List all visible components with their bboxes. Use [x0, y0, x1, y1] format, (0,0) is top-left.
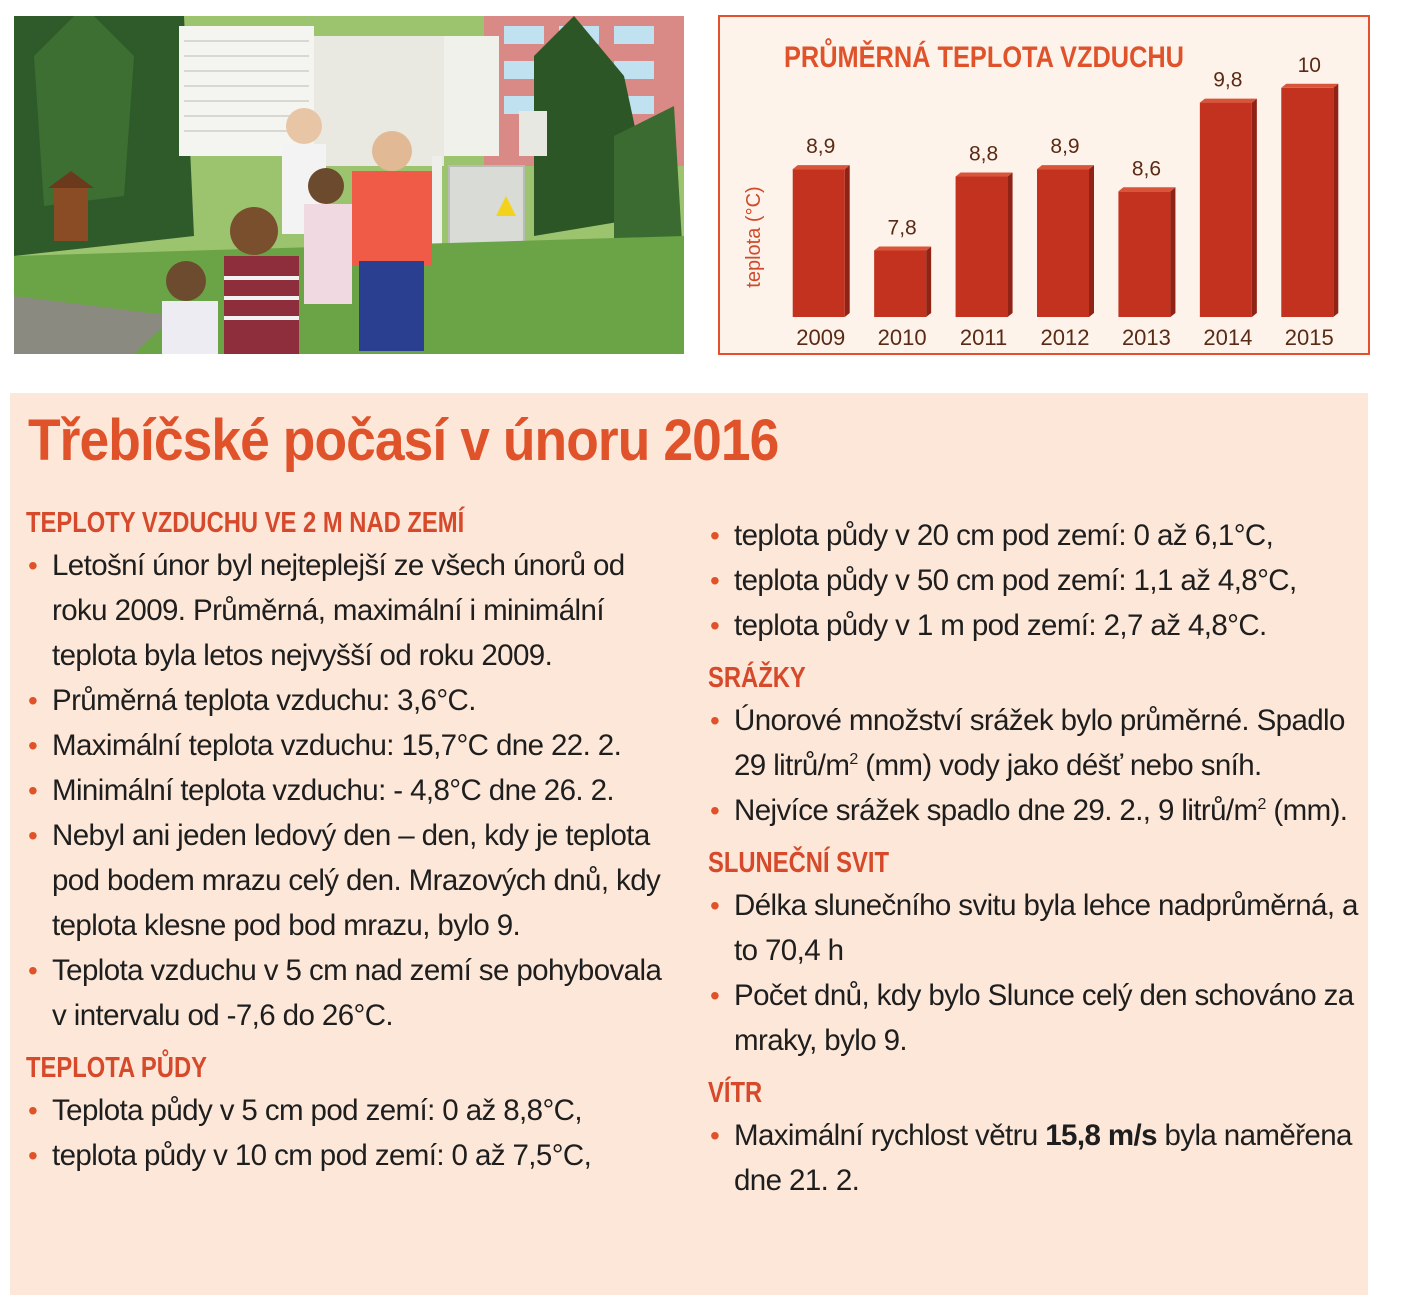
precipitation-list	[708, 698, 1358, 833]
x-tick-label-2009: 2009	[796, 325, 846, 350]
article-right-column	[708, 513, 1358, 1203]
data-label-2010: 7,8	[887, 216, 917, 240]
bullet-icon: •	[28, 730, 38, 761]
article-title: Třebíčské počasí v únoru 2016	[28, 408, 779, 473]
air-temperature-list	[26, 543, 676, 1038]
list-item: • Maximální teplota vzduchu: 15,7°C dne 22. 2.	[26, 723, 676, 768]
bar-chart	[718, 15, 1370, 355]
bullet-icon: •	[710, 1120, 720, 1151]
bar-side	[1089, 165, 1094, 317]
bar-2010	[874, 250, 926, 317]
bullet-icon: •	[28, 685, 38, 716]
section-heading-precipitation: SRÁŽKY	[708, 662, 806, 694]
bar-top	[1037, 165, 1094, 169]
data-label-2009: 8,9	[806, 135, 836, 159]
list-item: • Počet dnů, kdy bylo Slunce celý den schováno za mraky, bylo 9.	[708, 973, 1358, 1063]
bar-2014	[1200, 103, 1252, 317]
data-label-2011: 8,8	[968, 142, 999, 166]
bar-top	[1118, 187, 1175, 191]
x-tick-label-2013: 2013	[1121, 325, 1171, 350]
bar-2009	[793, 169, 845, 317]
chart-y-axis-label: teplota (°C)	[743, 186, 765, 288]
x-tick-label-2010: 2010	[877, 325, 927, 350]
bar-side	[1333, 84, 1338, 317]
bullet-icon: •	[710, 890, 720, 921]
section-heading-wind: VÍTR	[708, 1077, 763, 1109]
bullet-icon: •	[28, 1095, 38, 1126]
list-item: • Nejvíce srážek spadlo dne 29. 2., 9 litrů/$m^2$ (mm).	[708, 788, 1358, 833]
bar-top	[793, 165, 850, 169]
bar-side	[1008, 173, 1013, 317]
list-item: • teplota půdy v 50 cm pod zemí: 1,1 až 4,8°C,	[708, 558, 1358, 603]
data-label-2013: 8,6	[1131, 157, 1162, 181]
sunshine-list	[708, 883, 1358, 1063]
section-heading-soil-temperature: TEPLOTA PŮDY	[26, 1052, 208, 1084]
list-item: • teplota půdy v 1 m pod zemí: 2,7 až 4,8°C.	[708, 603, 1358, 648]
bullet-icon: •	[710, 795, 720, 826]
section-heading-air-temperature: TEPLOTY VZDUCHU VE 2 M NAD ZEMÍ	[26, 507, 465, 539]
chart-title: PRŮMĚRNÁ TEPLOTA VZDUCHU	[784, 41, 1258, 74]
x-tick-label-2015: 2015	[1284, 325, 1334, 350]
bar-2013	[1118, 191, 1170, 317]
bar-2012	[1037, 169, 1089, 317]
bar-side	[845, 165, 850, 317]
list-item: • Únorové množství srážek bylo průměrné. Spadlo 29 litrů/$m^2$ (mm) vody jako déšť nebo sníh.	[708, 698, 1358, 788]
bullet-icon: •	[710, 705, 720, 736]
list-item: • teplota půdy v 10 cm pod zemí: 0 až 7,5°C,	[26, 1133, 676, 1178]
list-item: • Letošní únor byl nejteplejší ze všech únorů od roku 2009. Průměrná, maximální i minimální teplota byla letos nejvyšší od roku 2009.	[26, 543, 676, 678]
list-item: • Teplota půdy v 5 cm pod zemí: 0 až 8,8°C,	[26, 1088, 676, 1133]
list-item: • Průměrná teplota vzduchu: 3,6°C.	[26, 678, 676, 723]
bullet-icon: •	[28, 1140, 38, 1171]
bar-2011	[956, 177, 1008, 317]
data-label-2015: 10	[1297, 53, 1321, 77]
bullet-icon: •	[28, 550, 38, 581]
list-item: • Nebyl ani jeden ledový den – den, kdy je teplota pod bodem mrazu celý den. Mrazových dnů, kdy teplota klesne pod bod mrazu, bylo 9.	[26, 813, 676, 948]
bullet-icon: •	[28, 955, 38, 986]
list-item: • teplota půdy v 20 cm pod zemí: 0 až 6,1°C,	[708, 513, 1358, 558]
weather-station-photo	[14, 16, 684, 354]
list-item: • Maximální rychlost větru 15,8 m/s byla naměřena dne 21. 2.	[708, 1113, 1358, 1203]
bar-top	[1200, 99, 1257, 103]
list-item: • Minimální teplota vzduchu: - 4,8°C dne 26. 2.	[26, 768, 676, 813]
list-item: • Teplota vzduchu v 5 cm nad zemí se pohybovala v intervalu od -7,6 do 26°C.	[26, 948, 676, 1038]
bar-top	[1281, 84, 1338, 88]
soil-temperature-list	[26, 1088, 676, 1178]
wind-list	[708, 1113, 1358, 1203]
article-left-column	[26, 503, 676, 1178]
bullet-icon: •	[28, 820, 38, 851]
bar-side	[1252, 99, 1257, 317]
x-tick-label-2012: 2012	[1040, 325, 1090, 350]
bar-side	[926, 246, 931, 317]
bullet-icon: •	[710, 610, 720, 641]
bar-side	[1170, 187, 1175, 317]
data-label-2012: 8,9	[1050, 135, 1080, 159]
bullet-icon: •	[710, 565, 720, 596]
bullet-icon: •	[710, 520, 720, 551]
data-label-2014: 9,8	[1213, 68, 1243, 92]
x-tick-label-2014: 2014	[1203, 325, 1253, 350]
bar-top	[956, 173, 1013, 177]
x-tick-label-2011: 2011	[959, 325, 1008, 350]
section-heading-sunshine: SLUNEČNÍ SVIT	[708, 847, 890, 879]
bar-2015	[1281, 88, 1333, 317]
soil-temperature-list-continued	[708, 513, 1358, 648]
bar-top	[874, 246, 931, 250]
bullet-icon: •	[710, 980, 720, 1011]
bullet-icon: •	[28, 775, 38, 806]
list-item: • Délka slunečního svitu byla lehce nadprůměrná, a to 70,4 h	[708, 883, 1358, 973]
article	[10, 393, 1368, 1295]
